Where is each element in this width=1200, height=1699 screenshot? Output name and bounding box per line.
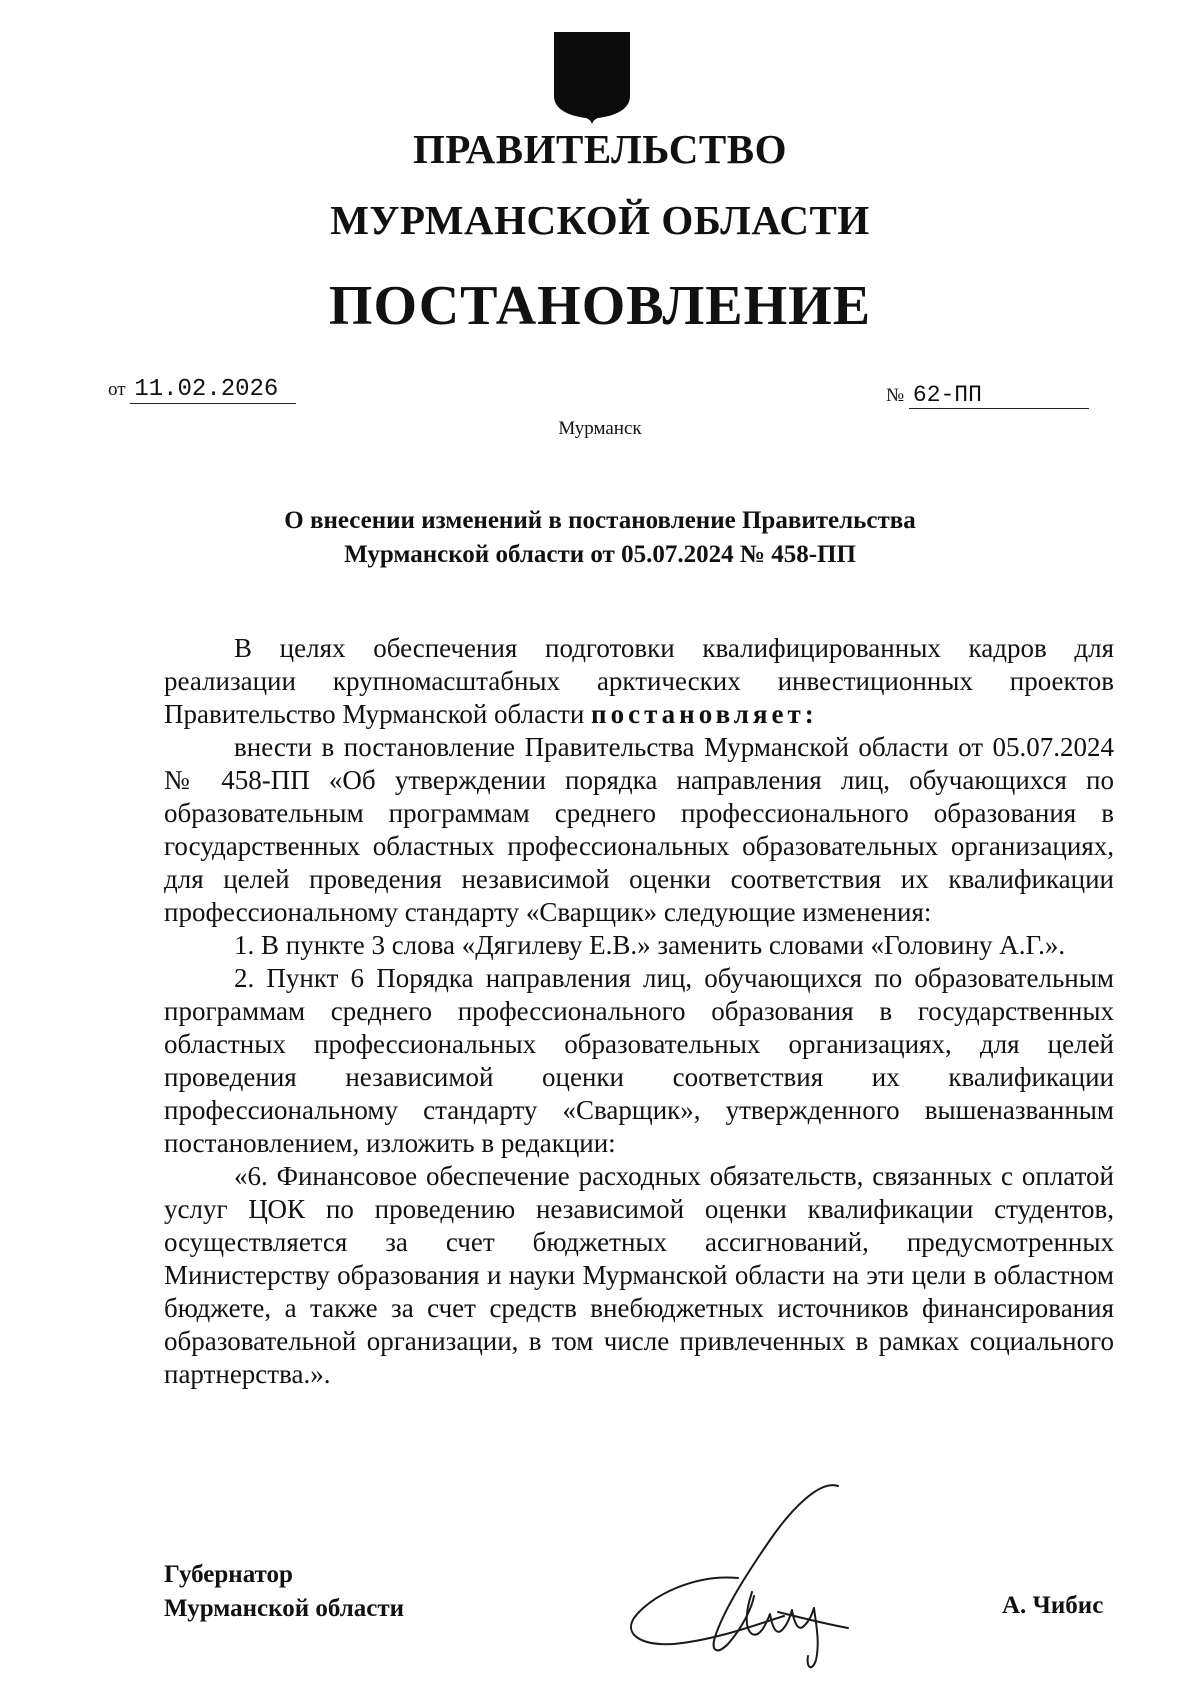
document-type: ПОСТАНОВЛЕНИЕ: [328, 275, 872, 337]
preamble-text: В целях обеспечения подготовки квалифицированных кадров для реализации крупномасштабных арктических инвестиционных проектов Правительство Мурманской области: [164, 633, 1114, 729]
resolves-word: постановляет:: [591, 699, 818, 729]
document-date: [108, 376, 296, 404]
signatory-position-line-2: Мурманской области: [164, 1595, 405, 1622]
region-title: МУРМАНСКОЙ ОБЛАСТИ: [330, 197, 870, 243]
government-title: ПРАВИТЕЛЬСТВО: [412, 126, 788, 172]
paragraph-amend: внести в постановление Правительства Мурманской области от 05.07.2024 № 458-ПП «Об утверждении порядка направления лиц, обучающихся по образовательным программам среднего профессионального образования в государственных областных профессиональных образовательных организациях, для целей проведения независимой оценки соответствия их квалификации профессиональному стандарту «Сварщик» следующие изменения:: [164, 732, 1114, 927]
date-prefix: от: [108, 379, 126, 400]
signatory-name: А. Чибис: [1002, 1592, 1104, 1619]
coat-of-arms-emblem-icon: [552, 30, 632, 126]
title-line-2: Мурманской области от 05.07.2024 № 458-ПП: [344, 541, 856, 568]
signatory-position-line-1: Губернатор: [164, 1561, 293, 1588]
document-title: [0, 504, 1200, 572]
title-line-1: О внесении изменений в постановление Правительства: [284, 507, 916, 534]
paragraph-item-6-text: «6. Финансовое обеспечение расходных обязательств, связанных с оплатой услуг ЦОК по проведению независимой оценки квалификации студентов, осуществляется за счет бюджетных ассигнований, предусмотренных Министерству образования и науки Мурманской области на эти цели в областном бюджете, а также за счет средств внебюджетных источников финансирования образовательной организации, в том числе привлеченных в рамках социального партнерства.».: [164, 1161, 1114, 1389]
paragraph-item-1: 1. В пункте 3 слова «Дягилеву Е.В.» заменить словами «Головину А.Г.».: [234, 930, 1066, 960]
document-number: [886, 382, 1089, 409]
city: Мурманск: [558, 418, 642, 439]
paragraph-item-2: 2. Пункт 6 Порядка направления лиц, обучающихся по образовательным программам среднего профессионального образования в государственных областных профессиональных образовательных организациях, для целей проведения независимой оценки соответствия их квалификации профессиональному стандарту «Сварщик», утвержденного вышеназванным постановлением, изложить в редакции:: [164, 963, 1114, 1158]
number-value: 62-ПП: [909, 382, 1089, 409]
date-value: 11.02.2026: [130, 376, 296, 404]
paragraph-preamble: [164, 632, 1114, 731]
signatory-position: [164, 1558, 404, 1626]
handwritten-signature: [620, 1478, 880, 1678]
document-body: [164, 632, 1114, 1391]
number-prefix: №: [886, 385, 905, 406]
